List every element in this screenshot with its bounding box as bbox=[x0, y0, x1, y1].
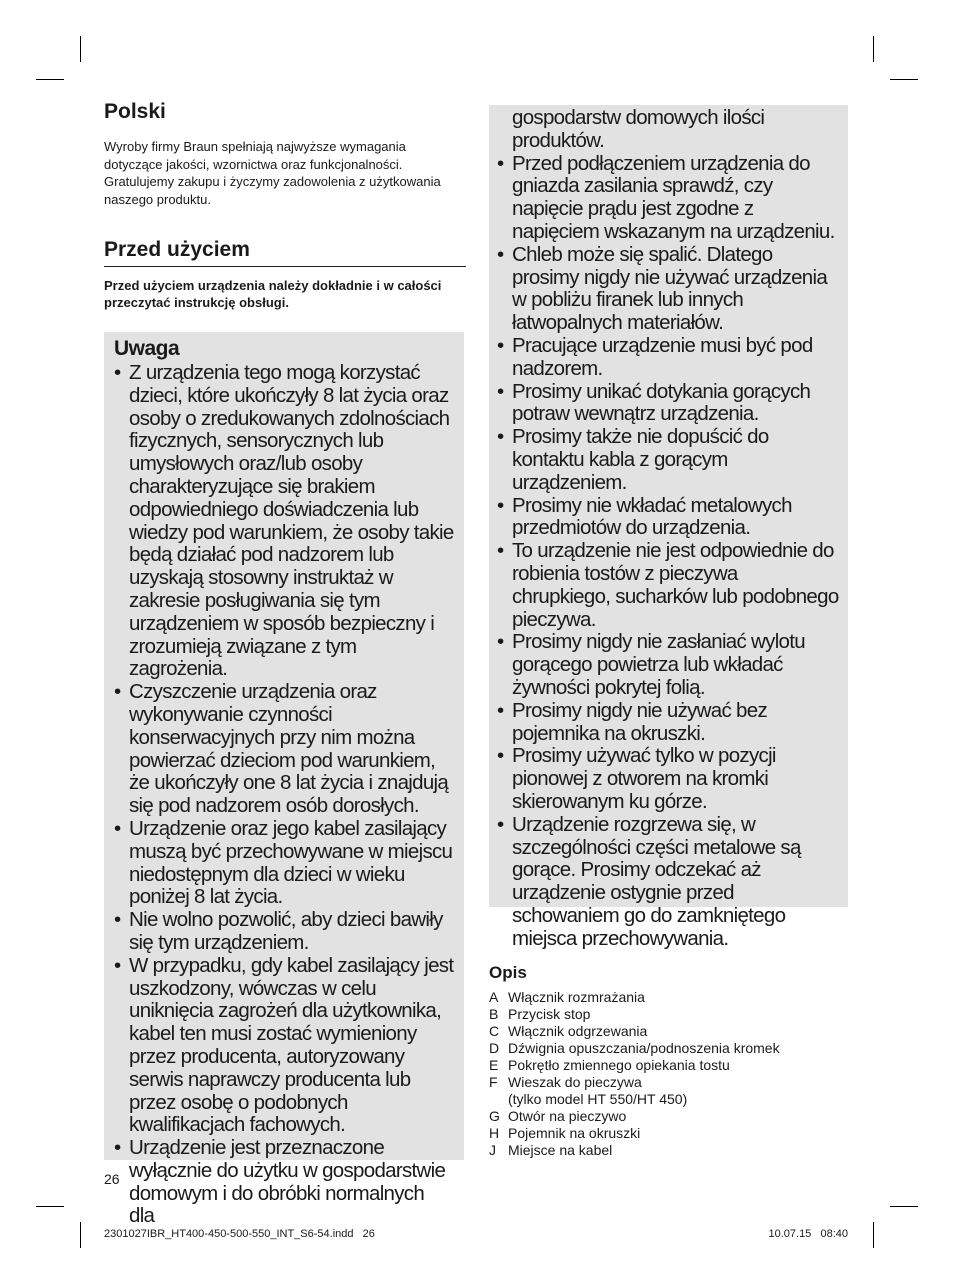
warning-item: • Chleb może się spalić. Dlatego prosimy nigdy nie używać urządzenia w pobliżu firanek lub innych łatwopalnych materiałów. bbox=[497, 244, 840, 335]
warning-item: • Prosimy nigdy nie zasłaniać wylotu gorącego powietrza lub wkładać żywności pokrytej folią. bbox=[497, 631, 840, 699]
crop-mark-bottom-right-horizontal bbox=[890, 1206, 918, 1207]
list-item bbox=[489, 1125, 849, 1142]
list-item bbox=[489, 1040, 849, 1057]
item-letter: F bbox=[489, 1074, 498, 1090]
list-item bbox=[489, 1057, 849, 1074]
crop-mark-bottom-left-vertical bbox=[80, 1222, 81, 1248]
item-letter: A bbox=[489, 989, 499, 1005]
warning-item: • Prosimy także nie dopuścić do kontaktu kabla z gorącym urządzeniem. bbox=[497, 426, 840, 494]
item-note: (tylko model HT 550/HT 450) bbox=[508, 1091, 688, 1107]
item-text: Włącznik odgrzewania bbox=[508, 1023, 648, 1039]
crop-mark-top-left-horizontal bbox=[36, 79, 64, 80]
warning-item: • Urządzenie oraz jego kabel zasilający muszą być przechowywane w miejscu niedostępnym dla dzieci w wieku poniżej 8 lat życia. bbox=[114, 818, 454, 909]
warning-item: • Prosimy nie wkładać metalowych przedmiotów do urządzenia. bbox=[497, 495, 840, 541]
intro-text: Wyroby firmy Braun spełniają najwyższe wymagania dotyczące jakości, wzornictwa oraz funkcjonalności. Gratulujemy zakupu i życzymy zadowolenia z użytkowania naszego produktu. bbox=[104, 139, 441, 207]
item-text: Miejsce na kabel bbox=[508, 1142, 613, 1158]
list-item bbox=[489, 1074, 849, 1108]
item-text: Włącznik rozmrażania bbox=[508, 989, 645, 1005]
warning-item: • Urządzenie rozgrzewa się, w szczególności części metalowe są gorące. Prosimy odczekać aż urządzenie ostygnie przed schowaniem go do zamkniętego miejsca przechowywania. bbox=[497, 814, 840, 951]
section-note: Przed użyciem urządzenia należy dokładnie i w całości przeczytać instrukcję obsługi. bbox=[104, 278, 442, 310]
item-letter: J bbox=[489, 1142, 496, 1158]
warning-continuation: gospodarstw domowych ilości produktów. bbox=[512, 106, 765, 152]
description-title: Opis bbox=[489, 963, 527, 982]
item-text-main: Wieszak do pieczywa bbox=[508, 1074, 642, 1090]
list-item bbox=[489, 989, 849, 1006]
crop-mark-bottom-right-vertical bbox=[873, 1222, 874, 1248]
list-item bbox=[489, 1006, 849, 1023]
warning-item: • Czyszczenie urządzenia oraz wykonywanie czynności konserwacyjnych przy nim można powierzać dzieciom pod warunkiem, że ukończyły one 8 lat życia i znajdują się pod nadzorem osób dorosłych. bbox=[114, 681, 454, 818]
item-letter: E bbox=[489, 1057, 499, 1073]
crop-mark-bottom-left-horizontal bbox=[36, 1206, 64, 1207]
footer-date-time: 10.07.15 08:40 bbox=[768, 1228, 848, 1240]
item-text: Pokrętło zmiennego opiekania tostu bbox=[508, 1057, 730, 1073]
warning-list-right bbox=[497, 153, 840, 951]
left-column bbox=[104, 100, 466, 311]
warning-item: • Prosimy nigdy nie używać bez pojemnika na okruszki. bbox=[497, 700, 840, 746]
section-heading: Przed użyciem bbox=[104, 238, 466, 267]
item-letter: D bbox=[489, 1040, 500, 1056]
warning-item: • Przed podłączeniem urządzenia do gniazda zasilania sprawdź, czy napięcie prądu jest zgodne z napięciem wskazanym na urządzeniu. bbox=[497, 153, 840, 244]
warning-item: • W przypadku, gdy kabel zasilający jest uszkodzony, wówczas w celu uniknięcia zagrożeń dla użytkownika, kabel ten musi zostać wymieniony przez producenta, autoryzowany serwis naprawczy producenta lub przez osobę o podobnych kwalifikacjach fachowych. bbox=[114, 955, 454, 1137]
page-number: 26 bbox=[104, 1171, 120, 1187]
warning-item: • Urządzenie jest przeznaczone wyłącznie do użytku w gospodarstwie domowym i do obróbki normalnych dla bbox=[114, 1137, 454, 1228]
list-item bbox=[489, 1023, 849, 1040]
item-text: Przycisk stop bbox=[508, 1006, 591, 1022]
item-text: Otwór na pieczywo bbox=[508, 1108, 627, 1124]
crop-mark-top-right-vertical bbox=[873, 36, 874, 62]
warning-item: • Z urządzenia tego mogą korzystać dzieci, które ukończyły 8 lat życia oraz osoby o zredukowanych zdolnościach fizycznych, sensorycznych lub umysłowych oraz/lub osoby charakteryzujące się brakiem odpowiedniego doświadczenia lub wiedzy pod warunkiem, że osoby takie będą działać pod nadzorem lub uzyskają stosowny instruktaż w zakresie posługiwania się tym urządzeniem w sposób bezpieczny i zrozumieją związane z tym zagrożenia. bbox=[114, 362, 454, 681]
warning-title: Uwaga bbox=[114, 337, 180, 360]
item-letter: C bbox=[489, 1023, 500, 1039]
item-text: Pojemnik na okruszki bbox=[508, 1125, 641, 1141]
footer-file-info: 2301027IBR_HT400-450-500-550_INT_S6-54.indd 26 bbox=[104, 1228, 375, 1240]
description-list bbox=[489, 989, 849, 1159]
item-letter: G bbox=[489, 1108, 500, 1124]
warning-box-right bbox=[489, 105, 848, 950]
warning-item: • Prosimy unikać dotykania gorących potraw wewnątrz urządzenia. bbox=[497, 381, 840, 427]
description-section bbox=[489, 962, 849, 1159]
item-text: Dźwignia opuszczania/podnoszenia kromek bbox=[508, 1040, 780, 1056]
language-heading: Polski bbox=[104, 100, 166, 123]
list-item bbox=[489, 1142, 849, 1159]
warning-item: • Pracujące urządzenie musi być pod nadzorem. bbox=[497, 335, 840, 381]
warning-list-left bbox=[114, 362, 454, 1228]
item-text bbox=[508, 1074, 687, 1108]
crop-mark-top-left-vertical bbox=[80, 36, 81, 62]
warning-item: • To urządzenie nie jest odpowiednie do robienia tostów z pieczywa chrupkiego, sucharków lub podobnego pieczywa. bbox=[497, 540, 840, 631]
crop-mark-top-right-horizontal bbox=[890, 79, 918, 80]
warning-item: • Nie wolno pozwolić, aby dzieci bawiły się tym urządzeniem. bbox=[114, 909, 454, 955]
list-item bbox=[489, 1108, 849, 1125]
item-letter: H bbox=[489, 1125, 500, 1141]
item-letter: B bbox=[489, 1006, 499, 1022]
warning-item: • Prosimy używać tylko w pozycji pionowej z otworem na kromki skierowanym ku górze. bbox=[497, 745, 840, 813]
